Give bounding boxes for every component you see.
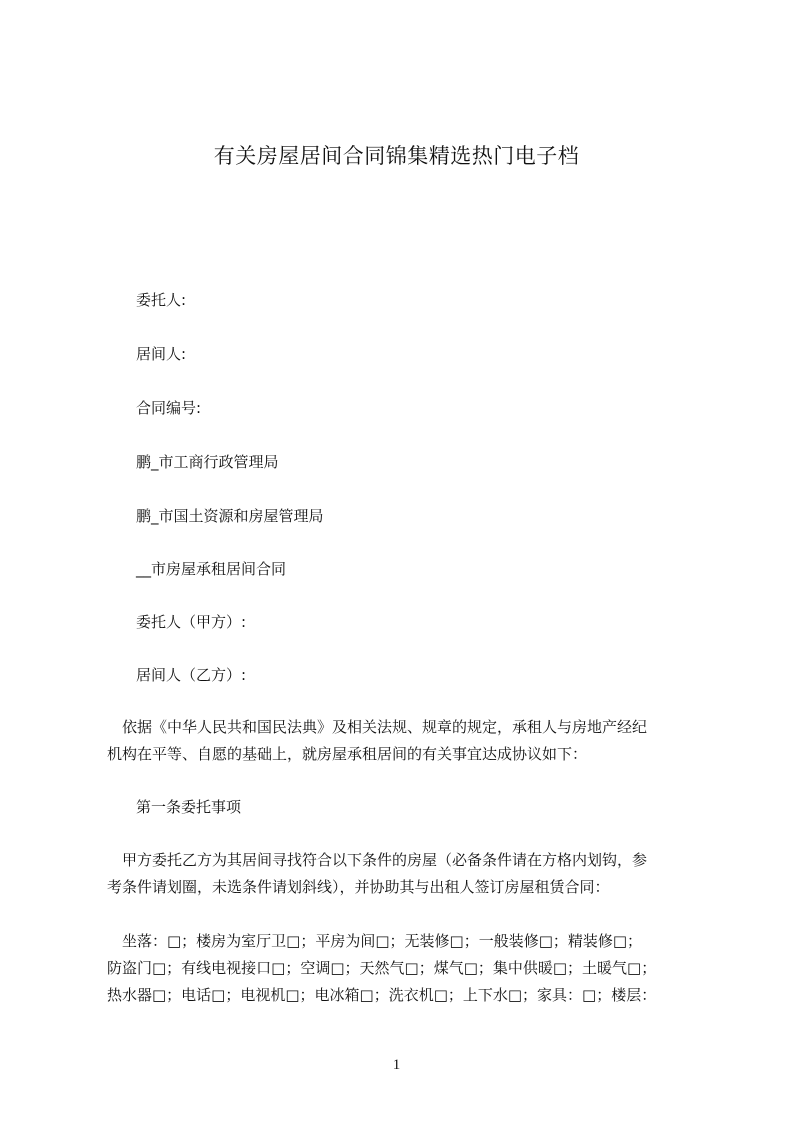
conditions-line: 坐落：□；楼房为室厅卫□；平房为间□；无装修□；一般装修□；精装修□；	[107, 932, 643, 950]
contract-name-line: __市房屋承租居间合同	[136, 560, 287, 578]
commerce-bureau-line: 鹏_市工商行政管理局	[136, 453, 279, 471]
intermediary-line: 居间人:	[136, 345, 187, 363]
document-title: 有关房屋居间合同锦集精选热门电子档	[213, 144, 580, 168]
conditions-paragraph	[107, 928, 703, 1009]
intro-line: 依据《中华人民共和国民法典》及相关法规、规章的规定，承租人与房地产经纪	[107, 718, 648, 736]
article-1-line: 考条件请划圈，未选条件请划斜线），并协助其与出租人签订房屋租赁合同：	[107, 878, 610, 896]
article-1-heading: 第一条委托事项	[136, 798, 242, 816]
land-bureau-line: 鹏_市国土资源和房屋管理局	[136, 507, 324, 525]
article-1-line: 甲方委托乙方为其居间寻找符合以下条件的房屋（必备条件请在方格内划钩，参	[107, 851, 648, 869]
intro-line: 机构在平等、自愿的基础上，就房屋承租居间的有关事宜达成协议如下：	[107, 745, 588, 763]
page-number: 1	[392, 1057, 401, 1073]
article-1-paragraph	[107, 847, 703, 901]
party-b-line: 居间人（乙方）:	[136, 666, 247, 684]
conditions-line: 热水器□；电话□；电视机□；电冰箱□；洗衣机□；上下水□；家具：□；楼层：	[107, 986, 657, 1004]
conditions-line: 防盗门□；有线电视接口□；空调□；天然气□；煤气□；集中供暖□；土暖气□；	[107, 959, 657, 977]
intro-paragraph	[107, 714, 703, 768]
principal-line: 委托人:	[136, 291, 187, 309]
contract-number-line: 合同编号:	[136, 399, 202, 417]
party-a-line: 委托人（甲方）:	[136, 613, 247, 631]
